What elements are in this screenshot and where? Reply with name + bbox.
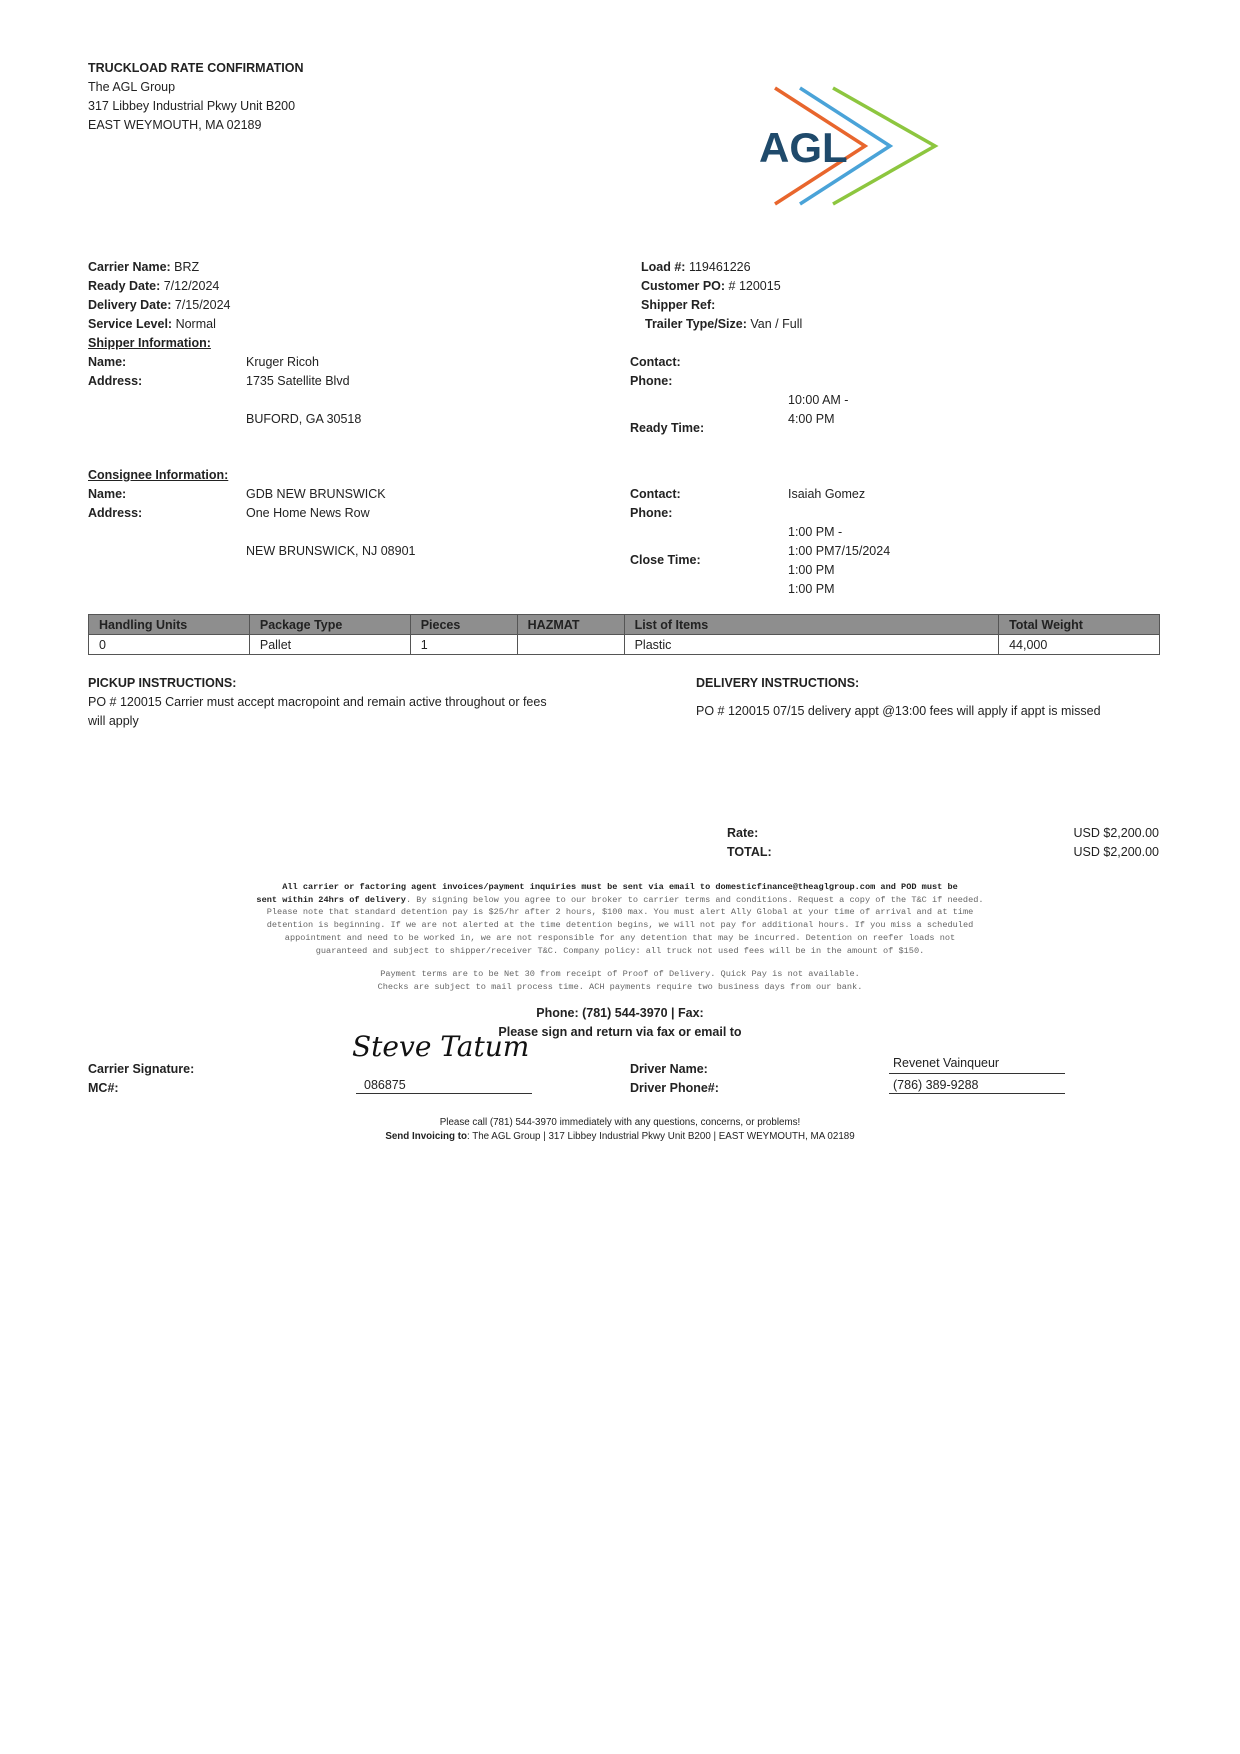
consignee-address-line1: One Home News Row: [246, 506, 370, 520]
load-number-label: Load #:: [641, 260, 686, 274]
agl-logo-chevrons-icon: [755, 80, 945, 215]
delivery-instructions-text: PO # 120015 07/15 delivery appt @13:00 fees will apply if appt is missed: [696, 704, 1101, 718]
terms-line4: detention is beginning. If we are not alerted at the time detention begins, we will not pay for additional hours. If you miss a scheduled: [266, 920, 974, 931]
cell-pieces: 1: [410, 635, 517, 655]
carrier-signature[interactable]: Steve Tatum: [352, 1030, 530, 1063]
total-label: TOTAL:: [727, 845, 772, 859]
terms-line5: appointment and need to be worked in, we are not responsible for any detention that may be incurred. Detention on reefer loads not: [284, 932, 956, 943]
trailer-value: Van / Full: [750, 317, 803, 331]
sign-return-line: Please sign and return via fax or email to: [498, 1025, 742, 1039]
trailer-label: Trailer Type/Size:: [645, 317, 747, 331]
ready-date-label: Ready Date:: [88, 279, 161, 293]
ready-date-row: [88, 277, 219, 295]
ready-date-value: 7/12/2024: [163, 279, 220, 293]
cell-hazmat: [517, 635, 624, 655]
carrier-name-label: Carrier Name:: [88, 260, 171, 274]
mc-label: MC#:: [88, 1081, 119, 1095]
payment-terms: [0, 968, 1240, 993]
delivery-date-value: 7/15/2024: [174, 298, 231, 312]
cell-list-of-items: Plastic: [624, 635, 999, 655]
rate-value: USD $2,200.00: [1073, 826, 1159, 840]
footer-invoicing-label: Send Invoicing to: [385, 1131, 467, 1142]
customer-po-label: Customer PO:: [641, 279, 726, 293]
pickup-instructions-line1: PO # 120015 Carrier must accept macropoint and remain active throughout or fees: [88, 695, 547, 709]
consignee-address-label: Address:: [88, 506, 143, 520]
terms-line6: guaranteed and subject to shipper/receiver T&C. Company policy: all truck not used fees will be in the amount of $150.: [315, 945, 925, 956]
pickup-instructions-heading: PICKUP INSTRUCTIONS:: [88, 676, 237, 690]
pickup-instructions-line2: will apply: [88, 714, 139, 728]
shipper-name-label: Name:: [88, 355, 127, 369]
ready-time-label: Ready Time:: [630, 421, 705, 435]
trailer-row: [645, 315, 802, 333]
service-level-value: Normal: [175, 317, 216, 331]
driver-name-label: Driver Name:: [630, 1062, 708, 1076]
col-package-type: Package Type: [249, 615, 410, 635]
customer-po-value: # 120015: [728, 279, 781, 293]
items-table: [88, 614, 1160, 655]
delivery-date-label: Delivery Date:: [88, 298, 172, 312]
payment-terms-line2: Checks are subject to mail process time. ACH payments require two business days from our bank.: [377, 981, 863, 992]
service-level-row: [88, 315, 216, 333]
payment-terms-line1: Payment terms are to be Net 30 from receipt of Proof of Delivery. Quick Pay is not available.: [380, 969, 860, 979]
company-address-line1: 317 Libbey Industrial Pkwy Unit B200: [88, 99, 296, 113]
driver-phone-line: [889, 1093, 1065, 1094]
carrier-name-row: [88, 258, 199, 276]
agl-logo: [755, 80, 945, 215]
shipper-heading: Shipper Information:: [88, 336, 211, 350]
close-time-line3: 1:00 PM: [788, 563, 835, 577]
total-value: USD $2,200.00: [1073, 845, 1159, 859]
shipper-address-line1: 1735 Satellite Blvd: [246, 374, 350, 388]
consignee-contact: Isaiah Gomez: [788, 487, 866, 501]
driver-phone-value[interactable]: (786) 389-9288: [893, 1078, 979, 1092]
terms-line2: [0, 894, 1240, 907]
shipper-ref-label: Shipper Ref:: [641, 298, 716, 312]
company-name: The AGL Group: [88, 80, 176, 94]
col-hazmat: HAZMAT: [517, 615, 624, 635]
footer-invoicing-text: : The AGL Group | 317 Libbey Industrial Pkwy Unit B200 | EAST WEYMOUTH, MA 02189: [466, 1131, 855, 1142]
ready-time-line2: 4:00 PM: [788, 412, 835, 426]
cell-handling-units: 0: [89, 635, 250, 655]
driver-name-value[interactable]: Revenet Vainqueur: [893, 1056, 1000, 1070]
terms-line2-bold: sent within 24hrs of delivery: [256, 894, 406, 905]
load-number-value: 119461226: [688, 260, 751, 274]
shipper-address-line2: BUFORD, GA 30518: [246, 412, 362, 426]
ready-time-line1: 10:00 AM -: [788, 393, 849, 407]
load-number-row: [641, 258, 751, 276]
company-address-line2: EAST WEYMOUTH, MA 02189: [88, 118, 262, 132]
carrier-name-value: BRZ: [174, 260, 200, 274]
document-title: TRUCKLOAD RATE CONFIRMATION: [88, 61, 304, 75]
cell-package-type: Pallet: [249, 635, 410, 655]
close-time-line1: 1:00 PM -: [788, 525, 843, 539]
terms-line2-rest: . By signing below you agree to our broker to carrier terms and conditions. Request a copy of the T&C if needed.: [405, 894, 984, 905]
shipper-address-label: Address:: [88, 374, 143, 388]
cell-total-weight: 44,000: [999, 635, 1160, 655]
close-time-label: Close Time:: [630, 553, 701, 567]
shipper-phone-label: Phone:: [630, 374, 673, 388]
customer-po-row: [641, 277, 781, 295]
driver-phone-label: Driver Phone#:: [630, 1081, 719, 1095]
driver-name-line: [889, 1073, 1065, 1074]
consignee-address-line2: NEW BRUNSWICK, NJ 08901: [246, 544, 416, 558]
consignee-heading: Consignee Information:: [88, 468, 229, 482]
close-time-line4: 1:00 PM: [788, 582, 835, 596]
col-pieces: Pieces: [410, 615, 517, 635]
col-list-of-items: List of Items: [624, 615, 999, 635]
shipper-contact-label: Contact:: [630, 355, 681, 369]
col-total-weight: Total Weight: [999, 615, 1160, 635]
col-handling-units: Handling Units: [89, 615, 250, 635]
consignee-contact-label: Contact:: [630, 487, 681, 501]
footer-call-line: Please call (781) 544-3970 immediately with any questions, concerns, or problems!: [439, 1117, 801, 1128]
carrier-signature-label: Carrier Signature:: [88, 1062, 195, 1076]
footer-invoicing-line: [0, 1130, 1240, 1143]
mc-line: [356, 1093, 532, 1094]
shipper-name: Kruger Ricoh: [246, 355, 319, 369]
consignee-phone-label: Phone:: [630, 506, 673, 520]
delivery-date-row: [88, 296, 230, 314]
phone-fax-line: Phone: (781) 544-3970 | Fax:: [536, 1006, 704, 1020]
mc-value[interactable]: 086875: [364, 1078, 406, 1092]
consignee-name: GDB NEW BRUNSWICK: [246, 487, 386, 501]
close-time-line2: 1:00 PM7/15/2024: [788, 544, 891, 558]
terms-line3: Please note that standard detention pay is $25/hr after 2 hours, $100 max. You must alert Ally Global at your time of arrival and at time: [266, 907, 974, 918]
terms-line1: All carrier or factoring agent invoices/payment inquiries must be sent via email to domesticfinance@theaglgroup.com and POD must be: [282, 882, 958, 892]
terms-block: [0, 881, 1240, 957]
table-row: [89, 635, 1160, 655]
delivery-instructions-heading: DELIVERY INSTRUCTIONS:: [696, 676, 860, 690]
items-table-header: [89, 615, 1160, 635]
service-level-label: Service Level:: [88, 317, 173, 331]
rate-label: Rate:: [727, 826, 759, 840]
logo-text: AGL: [759, 124, 848, 171]
consignee-name-label: Name:: [88, 487, 127, 501]
